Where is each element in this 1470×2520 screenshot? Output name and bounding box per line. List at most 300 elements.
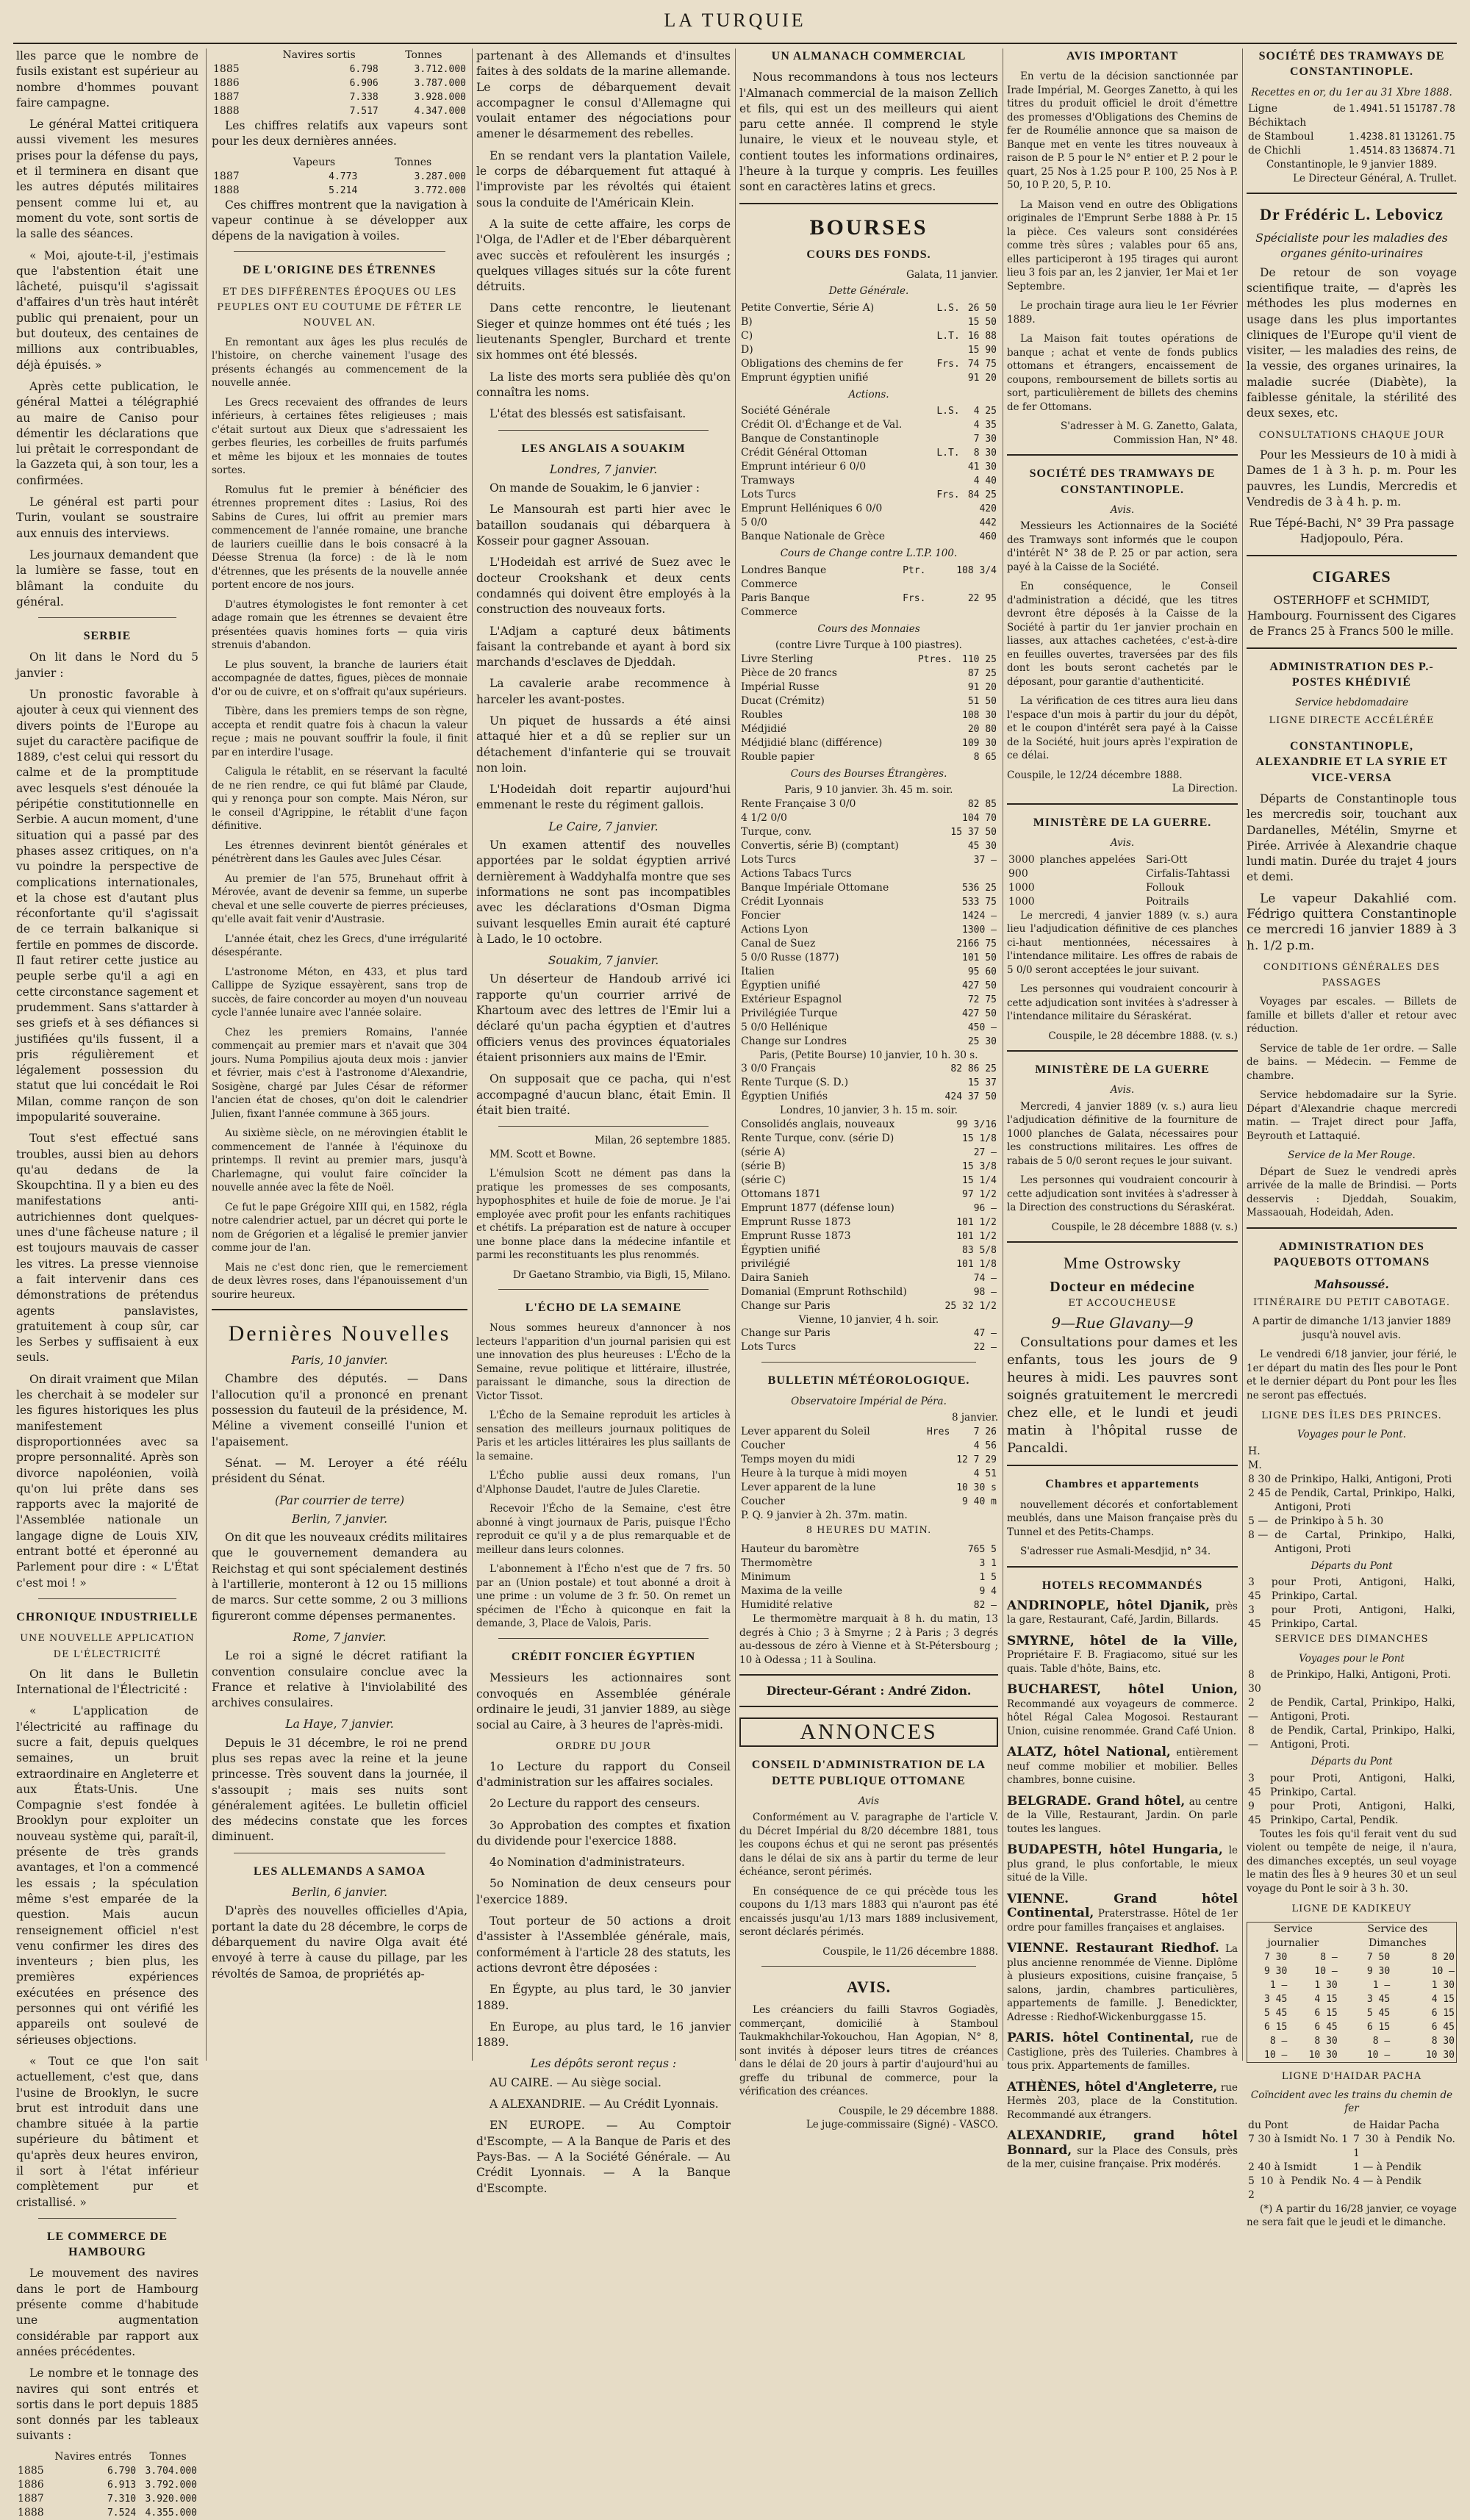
table-cell: 10 — — [1264, 2049, 1288, 2061]
table-cell: 765 5 — [967, 1544, 997, 1556]
table-row: 1885 6.798 3.712.000 — [213, 63, 466, 75]
table-cell: 110 25 — [962, 653, 997, 665]
table-cell: B) — [741, 315, 753, 328]
hotel-name: ALEXANDRIE, grand hôtel Bonnard, — [1007, 2128, 1238, 2158]
hotel-description: Praterstrasse. Hôtel de 1er ordre pour familles françaises et anglaises. — [1007, 1908, 1238, 1934]
column-separator — [1242, 49, 1243, 2061]
table-row — [739, 488, 998, 502]
table-row — [1247, 1515, 1457, 1529]
table-cell — [910, 667, 954, 681]
divider — [212, 1309, 467, 1310]
table-row — [739, 474, 998, 488]
table-cell: Livre Sterling — [741, 653, 814, 665]
table-header: Service journalier — [1267, 1923, 1319, 1949]
table-cell — [1039, 867, 1144, 881]
article-text: Le nombre et le tonnage des navires qui sont entrés et sortis dans le port depuis 1885 sont donnés par les tableaux suivants : — [16, 2366, 198, 2443]
table-cell: 536 25 — [962, 882, 997, 894]
table-row — [739, 606, 998, 620]
hotel-name: VIENNE. Grand hôtel Continental, — [1007, 1891, 1238, 1921]
table-cell: 4 — à Pendik — [1352, 2175, 1421, 2187]
divider — [38, 2218, 176, 2219]
section-subheading: Cours des Monnaies — [817, 622, 920, 635]
article-text: Les étrennes devinrent bientôt générales et pénétrèrent dans les Gaules avec Jules César. — [212, 839, 467, 866]
heures-table — [739, 1543, 998, 1612]
masthead: LA TURQUIE — [664, 10, 806, 31]
column-3 — [476, 49, 731, 2195]
table-cell: 5 — — [1248, 1515, 1269, 1527]
section-heading: CIGARES — [1312, 567, 1391, 586]
hotel-name: BUCHAREST, hôtel Union, — [1007, 1682, 1238, 1698]
section-subheading: Voyages pour le Pont — [1299, 1652, 1405, 1665]
divider — [739, 1706, 998, 1707]
list-item — [1007, 1745, 1238, 1787]
table-row — [739, 1340, 998, 1354]
section-subheading: Spécialiste pour les maladies des organes génito-urinaires — [1255, 231, 1448, 261]
table-cell: Daira Sanieh — [741, 1271, 809, 1284]
article-text: Le vendredi 6/18 janvier, jour férié, le 1er départ du matin des Îles pour le Pont et le dernier départ du Pont pour les Îles ne seront pas effectués. — [1247, 1349, 1457, 1401]
table-row — [739, 653, 998, 667]
table-cell: de Haidar Pacha — [1352, 2119, 1440, 2131]
divider — [1007, 1050, 1238, 1052]
table-row — [739, 1174, 998, 1188]
article-text: Le mercredi, 4 janvier 1889 (v. s.) aura lieu l'adjudication définitive de ces planches ci-haut mentionnées, nécessaires à l'intendance militaire. Les offres de rabais de 5 0/0 seront acceptées le jour suivant. — [1007, 909, 1238, 976]
table-cell: Cirfalis-Tahtassi — [1145, 867, 1230, 880]
article-text: En Europe, au plus tard, le 16 janvier 1889. — [476, 2020, 731, 2050]
table-row — [739, 1570, 998, 1584]
section-subheading: Actions. — [848, 388, 889, 401]
table-row — [739, 530, 998, 544]
table-cell — [941, 1557, 946, 1570]
table-cell: 1424 — — [962, 910, 997, 922]
article-text: Conformément au V. paragraphe de l'article V. du Décret Impérial du 8/20 décembre 1881, tous les coupons échus et qui ne seront pas présentés dans le délai de six ans à partir du terme de leur échéance, seront périmés. — [739, 1812, 998, 1878]
table-cell: 460 — [979, 531, 997, 543]
article-text: La liste des morts sera publiée dès qu'on connaîtra les noms. — [476, 370, 731, 399]
table-cell: 4 15 — [1314, 1993, 1338, 2005]
table-cell: 1 — à Pendik — [1352, 2161, 1421, 2173]
table-cell: 9 45 — [1248, 1800, 1261, 1826]
article-text: On dit que les nouveaux crédits militaires que le gouvernement demandera au Reichstag et qui sont spécialement destinés à l'artillerie, monteront à 12 ou 15 millions de marcs. Sur cette somme, 2 ou 3 millions figureront comme dépenses permanentes. — [212, 1531, 467, 1623]
signature: Dr Gaetano Strambio, via Bigli, 15, Milano. — [512, 1268, 731, 1281]
article-text: L'Adjam a capturé deux bâtiments faisant la contrebande et ayant à bord six marchands d'esclaves de Djeddah. — [476, 624, 731, 670]
dateline: Galata, 11 janvier. — [906, 268, 998, 281]
article-text: Les chiffres relatifs aux vapeurs sont pour les deux dernières années. — [212, 119, 467, 148]
dateline: Souakim, 7 janvier. — [548, 954, 659, 968]
table-cell: 442 — [979, 517, 997, 529]
table-cell: 8 30 — [973, 448, 997, 459]
divider — [38, 1598, 176, 1599]
article-text: Un déserteur de Handoub arrivé ici rapporte qu'un courrier arrivé de Khartoum avec des lettres de l'Emir lui a déclaré qu'un pacha égyptien et d'autres officiers venus des provinces équatoriales étaient prisonniers aux mains de l'Emir. — [476, 972, 731, 1064]
table-row — [739, 404, 998, 418]
table-cell: Minimum — [741, 1571, 791, 1584]
section-subheading: Service de la Mer Rouge. — [1288, 1149, 1416, 1162]
section-heading: Dr Frédéric L. Lebovicz — [1260, 205, 1444, 224]
table-cell: Actions Tabacs Turcs — [741, 867, 852, 880]
article-text: nouvellement décorés et confortablement meublés, dans une Maison française près du Tunnel et des Petits-Champs. — [1007, 1498, 1238, 1538]
table-row — [739, 965, 998, 979]
table-cell — [931, 460, 961, 474]
table-cell: Emprunt égyptien unifié — [741, 371, 869, 384]
dateline: (Par courrier de terre) — [274, 1493, 405, 1507]
table-cell: 4 15 — [1431, 1993, 1455, 2005]
hotel-description: Recommandé aux voyageurs de commerce. hôtel Régal Calea Mogosoi. Restaurant Union, cuisine renommée. Grand Café Union. — [1007, 1698, 1238, 1737]
table-cell: Banque de Constantinople — [741, 433, 879, 445]
table-cell — [923, 1453, 951, 1467]
table-cell: L.S. — [936, 302, 960, 314]
table-cell: 109 30 — [962, 737, 997, 749]
section-heading: Chambres et appartements — [1045, 1478, 1200, 1491]
table-row — [1007, 853, 1238, 867]
table-cell: Emprunt Helléniques 6 0/0 — [741, 503, 883, 515]
table-row — [1247, 2133, 1457, 2161]
section-subheading: Coïncident avec les trains du chemin de fer — [1250, 2089, 1453, 2115]
list-item — [1007, 1843, 1238, 1885]
section-heading: SOCIÉTÉ DES TRAMWAYS DE CONSTANTINOPLE. — [1029, 467, 1216, 496]
article-text: Le mouvement des navires dans le port de Hambourg présente comme d'habitude une augmentation considérable par rapport aux années précédentes. — [16, 2266, 198, 2358]
dateline: Couspile, le 29 décembre 1888. — [838, 2105, 998, 2117]
table-cell: 101 50 — [962, 952, 997, 963]
table-cell: Change sur Paris — [741, 1327, 831, 1340]
table-row — [739, 1467, 998, 1481]
section-subheading: LIGNE D'HAIDAR PACHA — [1281, 2070, 1422, 2082]
table-cell: 45 30 — [967, 840, 997, 852]
table-cell — [941, 1570, 946, 1584]
article-text: Tout porteur de 50 actions a droit d'assister à l'Assemblée générale, mais, conformément à l'article 28 des statuts, les actions devront être déposées : — [476, 1914, 731, 1975]
table-row — [1247, 1445, 1457, 1473]
hotel-name: ALATZ, hôtel National, — [1007, 1745, 1171, 1760]
section-heading: L'ÉCHO DE LA SEMAINE — [525, 1302, 682, 1315]
table-cell: de Cartal, Prinkipo, Halki, Antigoni, Proti — [1274, 1529, 1455, 1555]
table-cell — [939, 867, 998, 881]
table-cell: D) — [741, 343, 753, 356]
table-cell: Rouble papier — [741, 750, 814, 763]
table-cell: 4 1/2 0/0 — [741, 811, 787, 824]
table-cell: Égyptien Unifiés — [741, 1091, 828, 1103]
article-text: L'abonnement à l'Écho n'est que de 7 frs. 50 par an (Union postale) et tout abonné a droit à une prime : un volume de 3 fr. 50. On remet un spécimen de l'Écho à quiconque en fait la demande, 3, Place de Valois, Paris. — [476, 1563, 731, 1630]
table-cell: Convertis, série B) (comptant) — [741, 839, 899, 852]
section-subheading: ITINÉRAIRE DU PETIT CABOTAGE. — [1252, 1296, 1451, 1308]
table-row — [739, 1495, 998, 1509]
table-cell — [927, 578, 998, 592]
table-cell: Londres Banque — [741, 564, 827, 576]
table-row — [739, 1271, 998, 1285]
section-subheading: ET ACCOUCHEUSE — [1068, 1297, 1177, 1309]
article-text: L'année était, chez les Grecs, d'une irrégularité désespérante. — [212, 933, 467, 959]
section-subheading: Avis. — [1110, 503, 1135, 516]
table-cell: 450 — — [967, 1022, 997, 1033]
article-text: En conséquence de ce qui précède tous les coupons du 1/13 mars 1883 qui n'auront pas été encaissés jusqu'au 1/13 mars 1889 inclusivement, seront déclarés périmés. — [739, 1885, 998, 1939]
table-row — [739, 667, 998, 681]
planches-table — [1007, 853, 1238, 909]
list-item: 5o Nomination de deux censeurs pour l'exercice 1889. — [476, 1877, 731, 1906]
table-row — [739, 1439, 998, 1453]
table-cell — [927, 606, 998, 620]
list-item — [1007, 1599, 1238, 1627]
table-row: 1888 7.524 4.355.000 — [18, 2506, 197, 2519]
divider — [498, 1126, 709, 1127]
section-heading: DE L'ORIGINE DES ÉTRENNES — [243, 264, 437, 277]
table-cell: 108 30 — [962, 709, 997, 721]
table-cell: 91 20 — [967, 681, 997, 693]
table-cell: 51 50 — [967, 695, 997, 707]
table-cell: 10 — — [1431, 1965, 1455, 1977]
table-cell — [910, 681, 954, 694]
list-item — [1007, 1795, 1238, 1837]
table-cell: Domanial (Emprunt Rothschild) — [741, 1285, 907, 1298]
article-text: (*) A partir du 16/28 janvier, ce voyage ne sera fait que le jeudi et le dimanche. — [1247, 2203, 1457, 2229]
table-cell: (série A) — [741, 1146, 786, 1158]
change-table — [739, 564, 998, 620]
article-text: En vertu de la décision sanctionnée par Irade Impérial, M. Georges Zanetto, à qui les titres du produit officiel le droit d'émettre des promesses d'Obligations des Chemins de fer de Roumélie annonce que sa maison de Banque met en vente les titres nouveaux à raison de P. 5 pour le N° entier et P. 2 pour le quart, 25 Nos à 1.25 pour P. 100, 25 Nos à P. 50, 10 P. 20, 5, P. 10. — [1007, 71, 1238, 192]
table-row — [739, 825, 998, 839]
divider — [1007, 803, 1238, 805]
table-cell: 10 30 — [1308, 2049, 1338, 2061]
divider — [739, 1674, 998, 1676]
paris-table — [739, 797, 998, 1049]
recettes-table — [1247, 102, 1457, 158]
table-cell: planches appelées — [1039, 853, 1136, 866]
masthead-rule — [13, 43, 1457, 44]
table-cell: 1 30 — [1431, 1979, 1455, 1991]
table-cell: Égyptien unifié — [741, 1243, 821, 1256]
table-cell: 3 45 — [1264, 1993, 1288, 2005]
table-cell: 7 26 — [973, 1426, 997, 1437]
divider — [234, 251, 445, 252]
table-cell: Emprunt Russe 1873 — [741, 1216, 851, 1228]
table-row — [739, 951, 998, 965]
table-cell: 900 — [1008, 867, 1028, 880]
table-cell — [910, 722, 954, 736]
table-cell: 101 1/8 — [956, 1258, 997, 1270]
article-text: On dirait vraiment que Milan les cherchait à se modeler sur les figures historiques les plus manifestement disproportionnées avec sa propre personnalité. Après son divorce napoléonien, voilà qu'on lui prête dans ses rapports avec la majorité de l'Assemblée nationale un langage digne de Louis XIV, entrant botté et éperonné au Parlement pour dire : « L'État c'est moi ! » — [16, 1372, 198, 1590]
table-cell: Lots Turcs — [741, 853, 797, 866]
table-cell: 3 1 — [979, 1558, 997, 1570]
table-cell: 22 — — [973, 1342, 997, 1354]
article-text: Service de table de 1er ordre. — Salle de bains. — Médecin. — Femme de chambre. — [1247, 1042, 1457, 1082]
article-text: Un pronostic favorable à ajouter à ceux qui viennent des divers points de l'Europe au sujet du caractère pacifique de 1889, c'est celui qui ressort du calme et de la promptitude avec lesquels s'est dénouée la péripétie constitutionnelle en Serbie. A aucun moment, d'une situation qui a passé par des phases assez critiques, on n'a vu poindre la perspective de complications internationales, et la chose est d'autant plus réconfortante qu'il s'agissait de ce terrain balkanique si fertile en pommes de discorde. Il faut retirer cette justice au peuple serbe qu'il a agi en cette circonstance sagement et prudemment. Sans s'attarder à ses griefs et à ses défiances si justifiées qu'ils fussent, il a pris régulièrement et légalement possession du statut que lui concédait le Roi Milan, comme rançon de son impopularité souveraine. — [16, 687, 198, 1124]
dateline: Constantinople, le 9 janvier 1889. — [1266, 159, 1438, 171]
divider — [1007, 1241, 1238, 1243]
table-cell: 1.4514.83 — [1349, 146, 1401, 157]
table-cell: de Stamboul — [1248, 131, 1314, 143]
table-cell — [1039, 895, 1144, 909]
article-text: partenant à des Allemands et d'insultes faites à des soldats de la marine allemande. Le corps de débarquement devait accompagner le consul d'Allemagne qui voulait entamer des négociations pour amener le désarmement des rebelles. — [476, 49, 731, 141]
table-cell: 26 50 — [967, 302, 997, 314]
table-row — [739, 694, 998, 708]
section-subheading: Recettes en or, du 1er au 31 Xbre 1888. — [1251, 86, 1452, 98]
article-text: Depuis le 31 décembre, le roi ne prend plus ses repas avec la reine et la jeune princesse. Très souvent dans la journée, il s'assoupit ; mais ses nuits sont généralement agitées. Le bulletin officiel des médecins constate que les forces diminuent. — [212, 1736, 467, 1844]
table-cell — [1273, 1445, 1457, 1473]
article-text: Départ de Suez le vendredi après arrivée de la malle de Brindisi. — Ports desservis : Djeddah, Souakim, Massaouah, Hodeidah, Aden. — [1247, 1166, 1457, 1219]
table-cell: Obligations des chemins de fer — [741, 357, 903, 370]
divider — [1007, 1566, 1238, 1568]
section-subheading: (contre Livre Turque à 100 piastres). — [775, 639, 962, 652]
address: Rue Tépé-Bachi, N° 39 Pra passage Hadjopoulo, Péra. — [1249, 517, 1455, 546]
section-heading: ANNONCES — [739, 1717, 998, 1747]
article-text: L'Écho de la Semaine reproduit les articles à sensation des meilleurs journaux politiques de Paris et les articles littéraires les plus saillants de la semaine. — [476, 1410, 731, 1462]
article-text: Romulus fut le premier à bénéficier des étrennes proprement dites : Lasius, Roi des Sabins de Cures, lui offrit au premier mars commencement de l'année romaine, une branche de lauriers cueillie dans le bois consacré à la Déesse Strenua (la force) : de là le nom d'étrennes, que les présents de la nouvelle année portent encore de nos jours. — [212, 484, 467, 592]
kadikeuy-table — [1247, 1922, 1457, 2063]
table-row: 1886 6.913 3.792.000 — [18, 2478, 197, 2491]
table-row — [739, 592, 998, 606]
article-text: lles parce que le nombre de fusils existant est supérieur au nombre d'hommes pouvant faire campagne. — [16, 49, 198, 110]
article-text: En Égypte, au plus tard, le 30 janvier 1889. — [476, 1983, 731, 2012]
table-row — [1247, 1992, 1457, 2006]
article-text: Tibère, dans les premiers temps de son règne, accepta et rendit quatre fois à chacun la valeur reçue ; mais ne pouvant souffrir la foule, il finit par en interdire l'usage. — [212, 706, 467, 758]
table-row — [739, 502, 998, 516]
table-row — [1247, 1950, 1457, 1964]
table-cell: Lever apparent du Soleil — [741, 1425, 870, 1437]
column-separator — [206, 49, 207, 2061]
column-2 — [212, 49, 467, 2061]
table-cell: 533 75 — [962, 896, 997, 908]
table-header: Tonnes — [395, 156, 432, 168]
table-row — [739, 343, 998, 357]
article-text: D'après des nouvelles officielles d'Apia, portant la date du 28 décembre, le corps de débarquement du navire Olga avait été envoyé à terre à cause du pillage, par les révoltés de Samoa, de propriétés ap- — [212, 1904, 467, 1981]
table-cell: Hres — [926, 1426, 950, 1437]
table-cell: de Pendik, Cartal, Prinkipo, Halki, Antigoni, Proti. — [1270, 1697, 1455, 1723]
table-cell: 41 30 — [967, 462, 997, 473]
list-item: 4o Nomination d'administrateurs. — [490, 1856, 685, 1870]
table-cell: pour Proti, Antigoni, Halki, Prinkipo, Cartal. — [1271, 1604, 1455, 1631]
table-row — [739, 867, 998, 881]
table-cell: 37 — — [973, 854, 997, 866]
table-cell: 15 50 — [967, 316, 997, 328]
table-row — [739, 1216, 998, 1230]
dateline: Berlin, 7 janvier. — [291, 1512, 388, 1526]
section-subheading: CONSULTATIONS CHAQUE JOUR — [1258, 429, 1445, 441]
table-cell: 6 45 — [1431, 2021, 1455, 2033]
article-text: Le plus souvent, la branche de lauriers était accompagnée de dattes, figues, pièces de monnaie d'or ou de cuivre, et on s'offrait qu'aux supérieurs. — [212, 658, 467, 698]
table-cell — [931, 432, 961, 446]
section-subheading: Service hebdomadaire — [1295, 697, 1408, 709]
table-cell: Italien — [741, 965, 775, 977]
table-row — [1247, 2161, 1457, 2175]
hotel-name: SMYRNE, hôtel de la Ville, — [1007, 1633, 1238, 1648]
section-heading: BOURSES — [809, 215, 928, 240]
table-cell: 5 10 à Pendik No. 2 — [1248, 2175, 1350, 2201]
table-cell: 9 30 — [1366, 1965, 1391, 1977]
table-cell: 8 20 — [1431, 1951, 1455, 1963]
table-cell: 7 30 à Pendik No. 1 — [1352, 2133, 1455, 2159]
article-text: Les Grecs recevaient des offrandes de leurs inférieurs, à certaines fêtes religieuses ; mais c'était surtout aux Dieux que s'adressaient les gerbes fleuries, les corbeilles de fruits parfumés et même les bijoux et les monnaies de toutes sortes. — [212, 396, 467, 477]
table-cell: 82 85 — [967, 798, 997, 810]
section-subheading: Les dépôts seront reçus : — [530, 2057, 677, 2071]
table-cell: de Pendik, Cartal, Prinkipo, Halki, Antigoni, Proti — [1274, 1487, 1455, 1513]
section-heading: MINISTÈRE DE LA GUERRE. — [1033, 816, 1212, 829]
table-row — [739, 1425, 998, 1439]
table-row — [1247, 1724, 1457, 1752]
table-row — [739, 993, 998, 1007]
section-subheading: Docteur en médecine — [1050, 1279, 1195, 1296]
table-cell: Humidité relative — [741, 1599, 833, 1612]
table-row — [739, 1160, 998, 1174]
table-row — [1247, 1576, 1457, 1604]
section-heading: CONSEIL D'ADMINISTRATION DE LA DETTE PUBLIQUE OTTOMANE — [751, 1759, 986, 1787]
column-separator — [472, 49, 473, 2061]
table-header: Vapeurs — [293, 156, 336, 168]
table-cell — [931, 474, 961, 488]
divider — [498, 1289, 709, 1290]
article-text: D'autres étymologistes le font remonter à cet adage romain que les étrennes se devaient être présentées quavis homines forts — quia viris strenuis d'abandon. — [212, 598, 467, 652]
table-cell: 1 — — [1372, 1979, 1391, 1991]
table-cell — [941, 1598, 946, 1612]
table-cell: Heure à la turque à midi moyen — [741, 1467, 908, 1479]
table-row — [739, 1035, 998, 1049]
list-item — [1007, 1942, 1238, 2024]
section-subheading: ET DES DIFFÉRENTES ÉPOQUES OU LES PEUPLES ONT EU COUTUME DE FÊTER LE NOUVEL AN. — [217, 286, 462, 329]
column-5 — [1007, 49, 1238, 2171]
section-subheading: ORDRE DU JOUR — [556, 1741, 651, 1753]
table-cell: 9 30 — [1264, 1965, 1288, 1977]
table-cell — [923, 1467, 951, 1481]
table-row — [1247, 102, 1457, 130]
section-subheading: SERVICE DES DIMANCHES — [1274, 1634, 1429, 1645]
table-row — [1007, 895, 1238, 909]
steamers-table — [212, 156, 467, 198]
table-row — [739, 722, 998, 736]
table-cell: 10 30 s — [956, 1482, 997, 1493]
table-row — [739, 329, 998, 343]
dateline: Couspile, le 11/26 décembre 1888. — [822, 1945, 998, 1958]
table-cell — [931, 516, 961, 530]
table-row — [739, 736, 998, 750]
table-row — [739, 1584, 998, 1598]
article-text: L'émulsion Scott ne dément pas dans la pratique les promesses de ses composants, hypophosphites et huile de foie de morue. Je l'ai employée avec profit pour les enfants rachitiques et chétifs. La préparation est de nature à occuper une bonne place dans la médecine infantile et parmi les reconstituants les plus renommés. — [476, 1168, 731, 1262]
divider — [1247, 647, 1457, 649]
table-cell: 1 5 — [979, 1572, 997, 1584]
table-cell: 25 32 1/2 — [944, 1300, 997, 1312]
table-cell — [931, 502, 961, 516]
article-text: La Maison vend en outre des Obligations originales de l'Emprunt Serbe 1888 à Pr. 15 la pièce. Ces valeurs sont considérées comme très sûres ; valables pour 65 ans, elles participeront à 195 tirages qui auront lieu 3 fois par an, les 2 janvier, 1er Mai et 1er Septembre. — [1007, 198, 1238, 292]
table-cell: Impérial Russe — [741, 681, 820, 693]
table-cell: 8 30 — [1431, 2035, 1455, 2047]
section-heading: ADMINISTRATION DES P.-POSTES KHÉDIVIÉ — [1269, 660, 1434, 689]
article-text: On lit dans le Bulletin International de l'Électricité : — [16, 1667, 198, 1697]
table-cell: de Prinkipo, Halki, Antigoni, Proti. — [1270, 1669, 1451, 1681]
table-row — [739, 1090, 998, 1104]
table-cell: Actions Lyon — [741, 923, 808, 936]
hotel-description: Propriétaire F. B. Fragiacomo, situé sur les quais. Table d'hôte, Bains, etc. — [1007, 1649, 1238, 1675]
section-subheading: LIGNE DE KADIKEUY — [1291, 1903, 1412, 1915]
article-text: Les personnes qui voudraient concourir à cette adjudication sont invitées à s'adresser à la Direction des constructions du Séraskérat. — [1007, 1174, 1238, 1214]
table-row — [739, 979, 998, 993]
divider — [38, 617, 176, 618]
table-cell: 98 — — [973, 1286, 997, 1298]
dateline: Le Caire, 7 janvier. — [548, 819, 659, 833]
article-text: S'adresser rue Asmali-Mesdjid, n° 34. — [1020, 1546, 1211, 1558]
divider — [1247, 555, 1457, 556]
table-header: Navires sortis — [282, 49, 356, 61]
table-cell: Ligne de Béchiktach — [1248, 103, 1347, 129]
table-row — [739, 708, 998, 722]
table-cell: 6 15 — [1431, 2007, 1455, 2019]
vienne-table — [739, 1327, 998, 1354]
table-cell: Rente Turque, conv. (série D) — [741, 1132, 894, 1144]
table-cell: Coucher — [741, 1439, 785, 1451]
table-cell: 47 — — [973, 1328, 997, 1340]
table-cell: 2 — — [1248, 1697, 1258, 1723]
article-text: Messieurs les Actionnaires de la Société des Tramways sont informés que le coupon d'intérêt N° 38 de P. 25 or par action, sera payé à la Caisse de la Société. — [1007, 520, 1238, 573]
table-header: Tonnes — [149, 2450, 187, 2463]
table-cell — [931, 418, 961, 432]
table-row: 1887 7.310 3.920.000 — [18, 2492, 197, 2505]
section-subheading: Cours des Bourses Étrangères. — [790, 767, 947, 780]
table-cell: 3000 — [1008, 853, 1035, 866]
table-row — [739, 1132, 998, 1146]
table-cell: Paris Banque — [741, 592, 810, 604]
table-cell: 8 30 — [1248, 1669, 1261, 1695]
divider — [761, 1362, 976, 1363]
